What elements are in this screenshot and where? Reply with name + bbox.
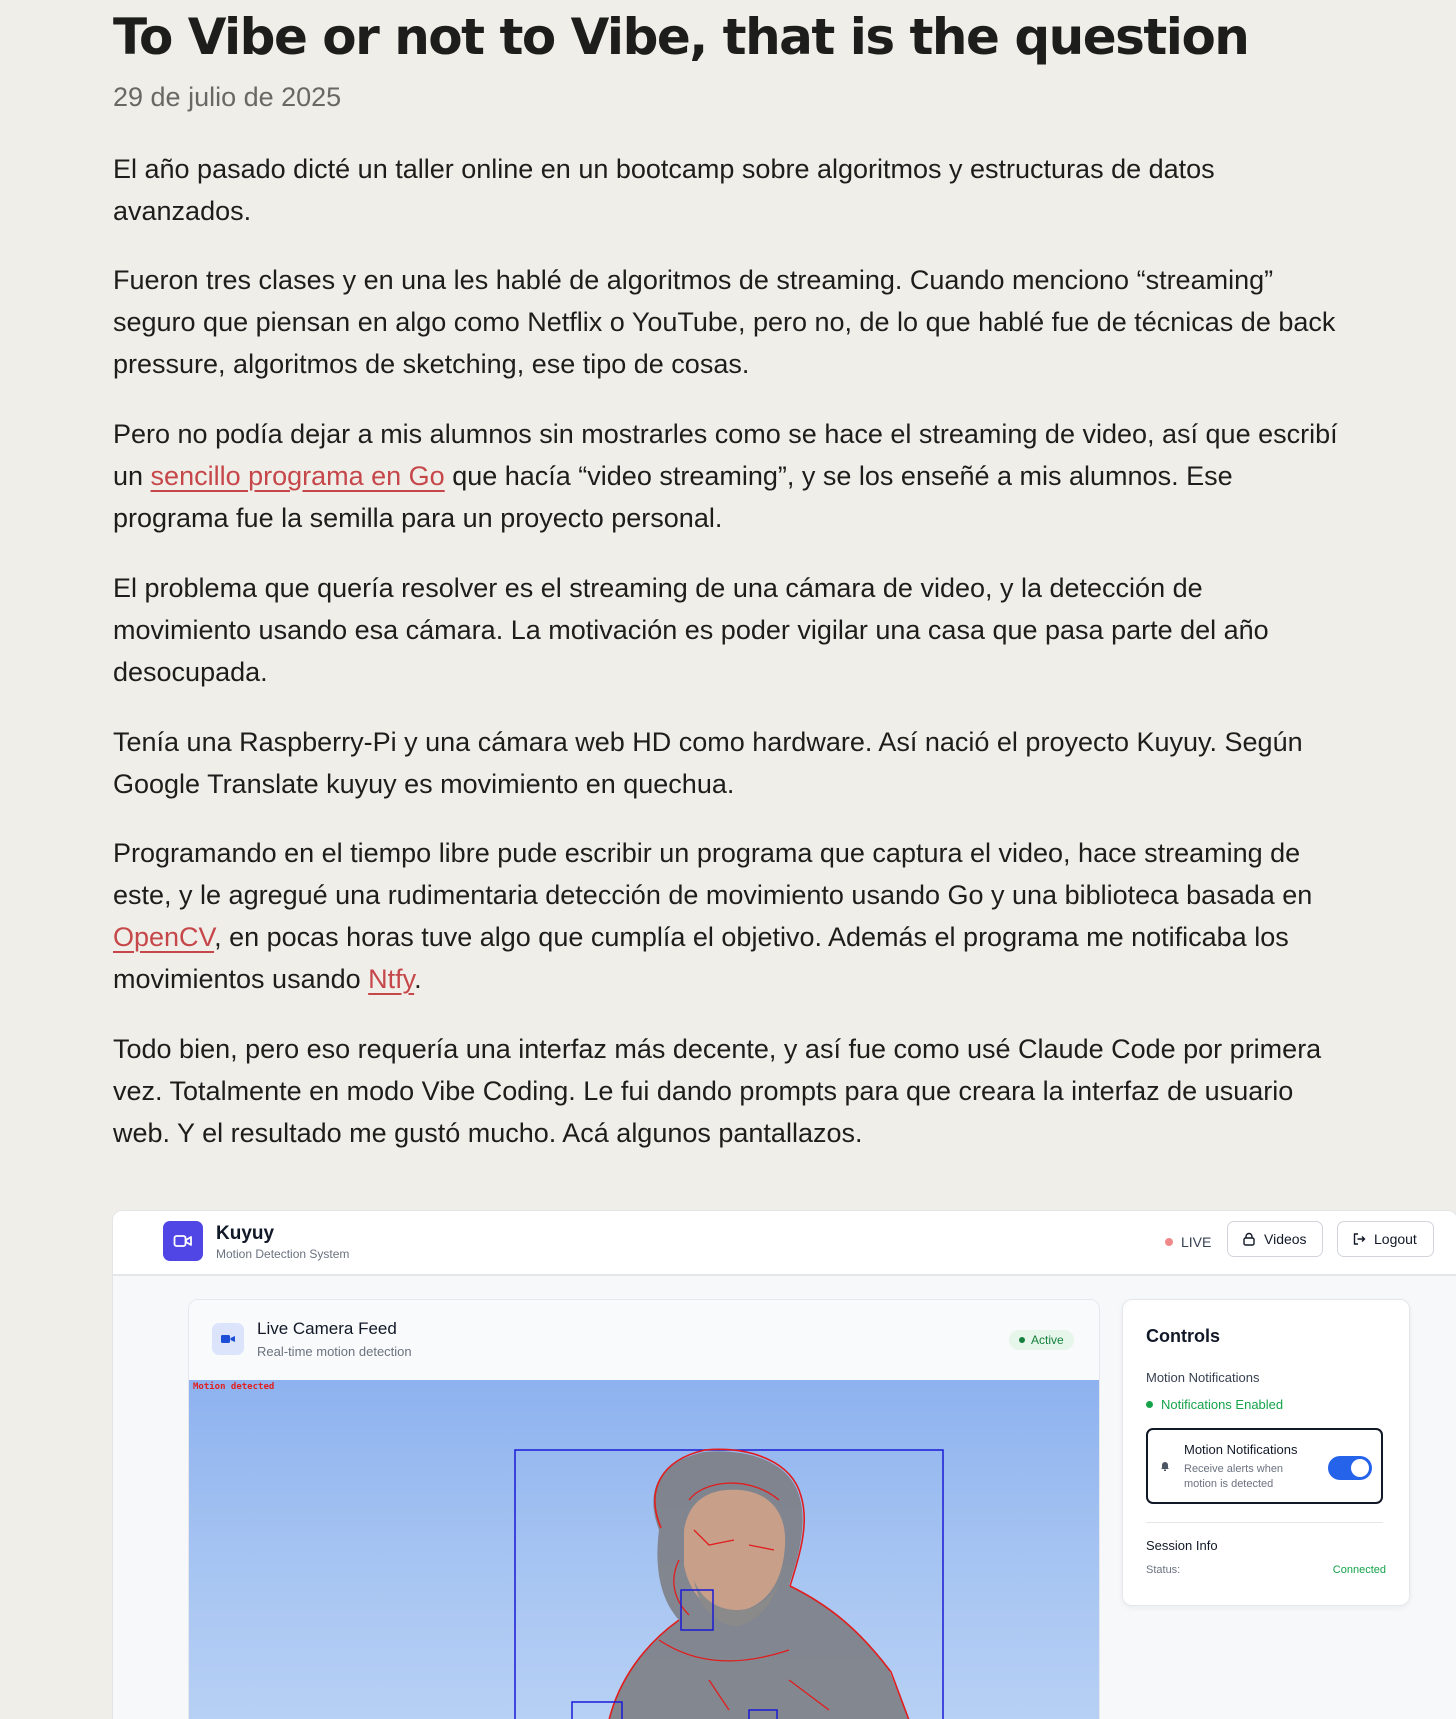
- paragraph-5: [113, 721, 1303, 805]
- link-go-program[interactable]: sencillo programa en Go: [150, 461, 445, 491]
- paragraph-line: Tenía una Raspberry-Pi y una cámara web HD como hardware. Así nació el proyecto Kuyuy. Según: [113, 727, 1303, 757]
- bell-icon: [1160, 1460, 1170, 1472]
- videos-button[interactable]: [1227, 1221, 1323, 1257]
- status-badge: [1009, 1330, 1074, 1350]
- paragraph-line: Todo bien, pero eso requería una interfaz más decente, y así fue como usé Claude Code por primera: [113, 1034, 1322, 1064]
- paragraph-line: avanzados.: [113, 196, 252, 226]
- paragraph-line: El año pasado dicté un taller online en un bootcamp sobre algoritmos y estructuras de datos: [113, 154, 1215, 184]
- paragraph-line: seguro que piensan en algo como Netflix o YouTube, pero no, de lo que hablé fue de técnicas de back: [113, 307, 1336, 337]
- paragraph-line: este, y le agregué una rudimentaria detección de movimiento usando Go y una biblioteca basada en: [113, 880, 1313, 910]
- camera-video-stream: [189, 1380, 1099, 1719]
- page-title: To Vibe or not to Vibe, that is the question: [113, 8, 1249, 66]
- paragraph-1: [113, 148, 1215, 232]
- paragraph-line: web. Y el resultado me gustó mucho. Acá algunos pantallazos.: [113, 1118, 863, 1148]
- paragraph-line: pressure, algoritmos de sketching, ese tipo de cosas.: [113, 349, 750, 379]
- active-dot-icon: [1019, 1337, 1025, 1343]
- text-segment: que hacía “video streaming”, y se los enseñé a mis alumnos. Ese: [444, 461, 1233, 491]
- logout-button-label: Logout: [1374, 1231, 1417, 1247]
- paragraph-line: desocupada.: [113, 657, 268, 687]
- notifications-status: [1146, 1397, 1283, 1412]
- camera-icon: [220, 1333, 236, 1345]
- live-indicator: [1165, 1234, 1211, 1250]
- brand-subtitle: Motion Detection System: [216, 1247, 350, 1261]
- paragraph-line: Fueron tres clases y en una les hablé de algoritmos de streaming. Cuando menciono “streaming”: [113, 265, 1274, 295]
- app-header: [113, 1211, 1456, 1276]
- notification-toggle-desc: Receive alerts when motion is detected: [1184, 1463, 1284, 1490]
- paragraph-line: El problema que quería resolver es el streaming de una cámara de video, y la detección de: [113, 573, 1203, 603]
- paragraph-2: [113, 259, 1335, 385]
- link-opencv[interactable]: OpenCV: [113, 922, 215, 952]
- live-label: LIVE: [1181, 1234, 1212, 1250]
- feed-header: [189, 1300, 1099, 1381]
- live-camera-card: [188, 1299, 1100, 1719]
- paragraph-6: [113, 832, 1312, 1000]
- lock-icon: [1242, 1232, 1256, 1246]
- text-segment: movimientos usando: [113, 964, 369, 994]
- paragraph-line: Google Translate kuyuy es movimiento en quechua.: [113, 769, 735, 799]
- live-dot-icon: [1165, 1238, 1173, 1246]
- toggle-knob: [1351, 1459, 1369, 1477]
- status-badge-label: Active: [1031, 1333, 1064, 1347]
- session-info-title: Session Info: [1146, 1538, 1218, 1553]
- controls-title: Controls: [1146, 1326, 1220, 1346]
- notification-toggle-title: Motion Notifications: [1184, 1442, 1298, 1457]
- link-ntfy[interactable]: Ntfy: [368, 964, 415, 994]
- paragraph-line: vez. Totalmente en modo Vibe Coding. Le fui dando prompts para que creara la interfaz de usuario: [113, 1076, 1294, 1106]
- divider: [1146, 1522, 1383, 1523]
- status-dot-icon: [1146, 1401, 1153, 1408]
- logout-button[interactable]: [1337, 1221, 1434, 1257]
- app-screenshot: [112, 1210, 1456, 1719]
- feed-title: Live Camera Feed: [257, 1319, 397, 1338]
- notifications-label: Motion Notifications: [1146, 1370, 1260, 1385]
- video-camera-icon: [173, 1233, 193, 1249]
- notifications-toggle[interactable]: [1328, 1456, 1372, 1480]
- text-segment: un: [113, 461, 151, 491]
- article: [113, 0, 1453, 1148]
- session-status-label: Status:: [1146, 1564, 1181, 1576]
- text-segment: .: [414, 964, 422, 994]
- feed-icon-box: [212, 1323, 244, 1355]
- paragraph-line: [113, 455, 1338, 497]
- motion-overlay-label: Motion detected: [193, 1382, 275, 1392]
- videos-button-label: Videos: [1264, 1231, 1307, 1247]
- paragraph-4: [113, 567, 1269, 693]
- paragraph-7: [113, 1028, 1321, 1154]
- feed-subtitle: Real-time motion detection: [257, 1344, 412, 1359]
- paragraph-line: [113, 916, 1312, 958]
- controls-panel: [1122, 1299, 1410, 1606]
- text-segment: , en pocas horas tuve algo que cumplía el objetivo. Además el programa me notificaba los: [214, 922, 1289, 952]
- app-logo: [163, 1221, 203, 1261]
- paragraph-3: [113, 413, 1338, 539]
- logout-icon: [1352, 1232, 1366, 1246]
- post-date: 29 de julio de 2025: [113, 82, 342, 112]
- notification-toggle-card[interactable]: [1146, 1428, 1383, 1504]
- paragraph-line: Pero no podía dejar a mis alumnos sin mostrarles como se hace el streaming de video, así que escribí: [113, 419, 1338, 449]
- session-status-value: Connected: [1332, 1564, 1386, 1576]
- notifications-status-text: Notifications Enabled: [1161, 1397, 1284, 1412]
- paragraph-line: [113, 958, 1312, 1000]
- paragraph-line: programa fue la semilla para un proyecto personal.: [113, 503, 723, 533]
- motion-detection-overlay: [189, 1380, 1099, 1719]
- paragraph-line: movimiento usando esa cámara. La motivación es poder vigilar una casa que pasa parte del año: [113, 615, 1269, 645]
- paragraph-line: Programando en el tiempo libre pude escribir un programa que captura el video, hace streaming de: [113, 838, 1301, 868]
- brand-name: Kuyuy: [216, 1223, 275, 1244]
